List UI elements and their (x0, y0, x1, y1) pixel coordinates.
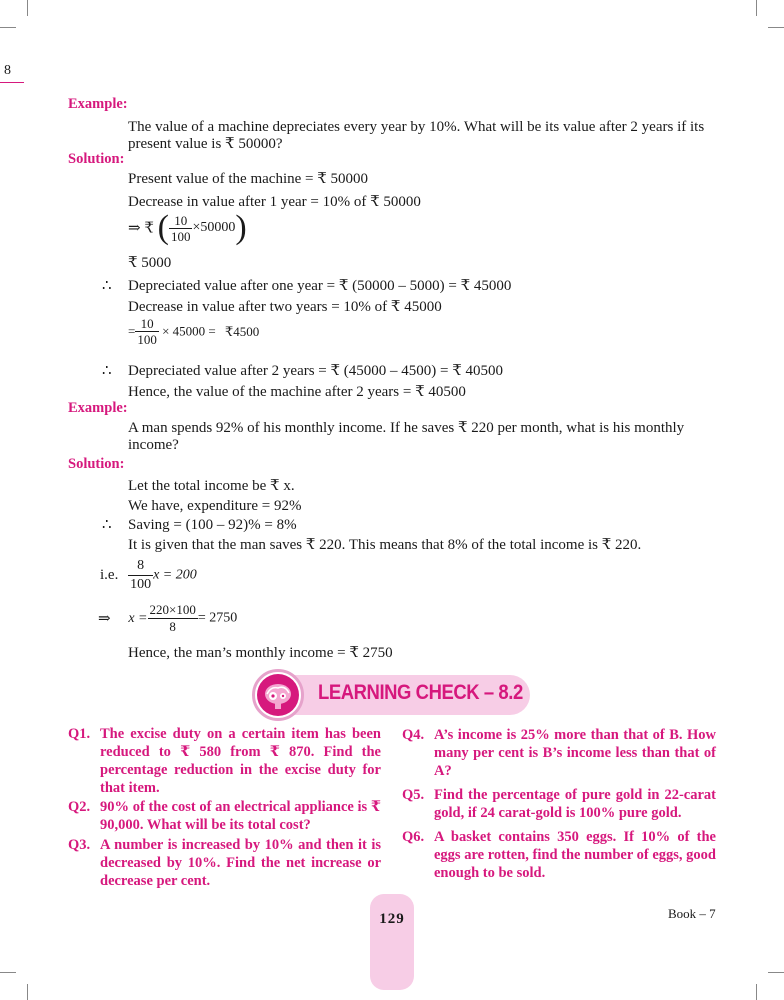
ex2-therefore: ∴ (102, 517, 112, 533)
page-number-tab (370, 894, 414, 990)
example-1-label: Example: (68, 96, 128, 112)
ex1-depreciated-year1: Depreciated value after one year = ₹ (50000 – 5000) = ₹ 45000 (128, 278, 512, 294)
question-4: Q4. A’s income is 25% more than that of B. How many per cent is B’s income less than that of A? (402, 727, 716, 779)
learning-check-badge (252, 669, 304, 721)
question-2: Q2. 90% of the cost of an electrical appliance is ₹ 90,000. What will be its total cost? (68, 799, 381, 833)
question-3: Q3. A number is increased by 10% and then it is decreased by 10%. Find the net increase or decrease per cent. (68, 837, 381, 889)
ex2-let-income: Let the total income be ₹ x. (128, 478, 295, 494)
ex1-depreciated-year2: Depreciated value after 2 years = ₹ (45000 – 4500) = ₹ 40500 (128, 363, 504, 379)
learning-check-title: LEARNING CHECK – 8.2 (318, 681, 523, 704)
chapter-number-underline (0, 82, 24, 83)
ex1-left-paren: ( (157, 209, 169, 246)
ex1-therefore-1: ∴ (102, 278, 112, 294)
ex1-calc-suffix: ×50000 (192, 220, 236, 235)
ex1-decrease-value: ₹ 5000 (128, 255, 172, 271)
ex2-ie-equation: i.e. $\frac{8}{100}$ x = 200 (100, 558, 197, 592)
ex1-decrease-year2: Decrease in value after two years = 10% of ₹ 45000 (128, 299, 442, 315)
solution-2-label: Solution: (68, 456, 125, 472)
ex1-decrease-year1: Decrease in value after 1 year = 10% of ₹ 50000 (128, 194, 421, 210)
example-2-problem: A man spends 92% of his monthly income. If he saves ₹ 220 per month, what is his monthly income? (128, 420, 685, 453)
ex2-x-equation: ⇒ x = $\frac{220\times 100}{8}$ = 2750 (98, 602, 238, 634)
question-5: Q5. Find the percentage of pure gold in 22-carat gold, if 24 carat-gold is 100% pure gold. (402, 787, 716, 821)
ex2-conclusion: Hence, the man’s monthly income = ₹ 2750 (128, 645, 393, 661)
ex1-calc-year2-result: ₹4500 (225, 323, 260, 339)
ex1-fraction: $\frac{10}{100}$ (170, 212, 191, 244)
solution-1-label: Solution: (68, 151, 125, 167)
ex1-right-paren: ) (235, 209, 247, 246)
example-2-label: Example: (68, 400, 128, 416)
ex2-saving: Saving = (100 – 92)% = 8% (128, 517, 297, 533)
ex1-therefore-2: ∴ (102, 363, 112, 379)
question-6: Q6. A basket contains 350 eggs. If 10% of the eggs are rotten, find the number of eggs, good enough to be sold. (402, 829, 716, 881)
brain-gears-icon (255, 672, 301, 718)
ex1-calc-year1 (128, 211, 247, 245)
chapter-number: 8 (4, 63, 11, 78)
book-label: Book – 7 (668, 906, 716, 921)
ex2-expenditure: We have, expenditure = 92% (128, 498, 302, 514)
ex1-present-value: Present value of the machine = ₹ 50000 (128, 171, 369, 187)
page-number: 129 (379, 911, 405, 927)
ex1-calc-prefix: ⇒ ₹ (128, 220, 154, 237)
question-1: Q1. The excise duty on a certain item has been reduced to ₹ 580 from ₹ 870. Find the percentage reduction in the excise duty for that item. (68, 726, 381, 796)
ex1-fraction-2: $\frac{10}{100}$ (137, 316, 157, 347)
ex2-given: It is given that the man saves ₹ 220. This means that 8% of the total income is ₹ 220. (128, 537, 642, 553)
example-1-problem: The value of a machine depreciates every year by 10%. What will be its value after 2 years if its present value is ₹ 50000? (128, 119, 705, 152)
ex1-calc-year2: = $\frac{10}{100}$ × 45000 = ₹4500 (128, 316, 260, 347)
ex1-conclusion: Hence, the value of the machine after 2 years = ₹ 40500 (128, 384, 466, 400)
